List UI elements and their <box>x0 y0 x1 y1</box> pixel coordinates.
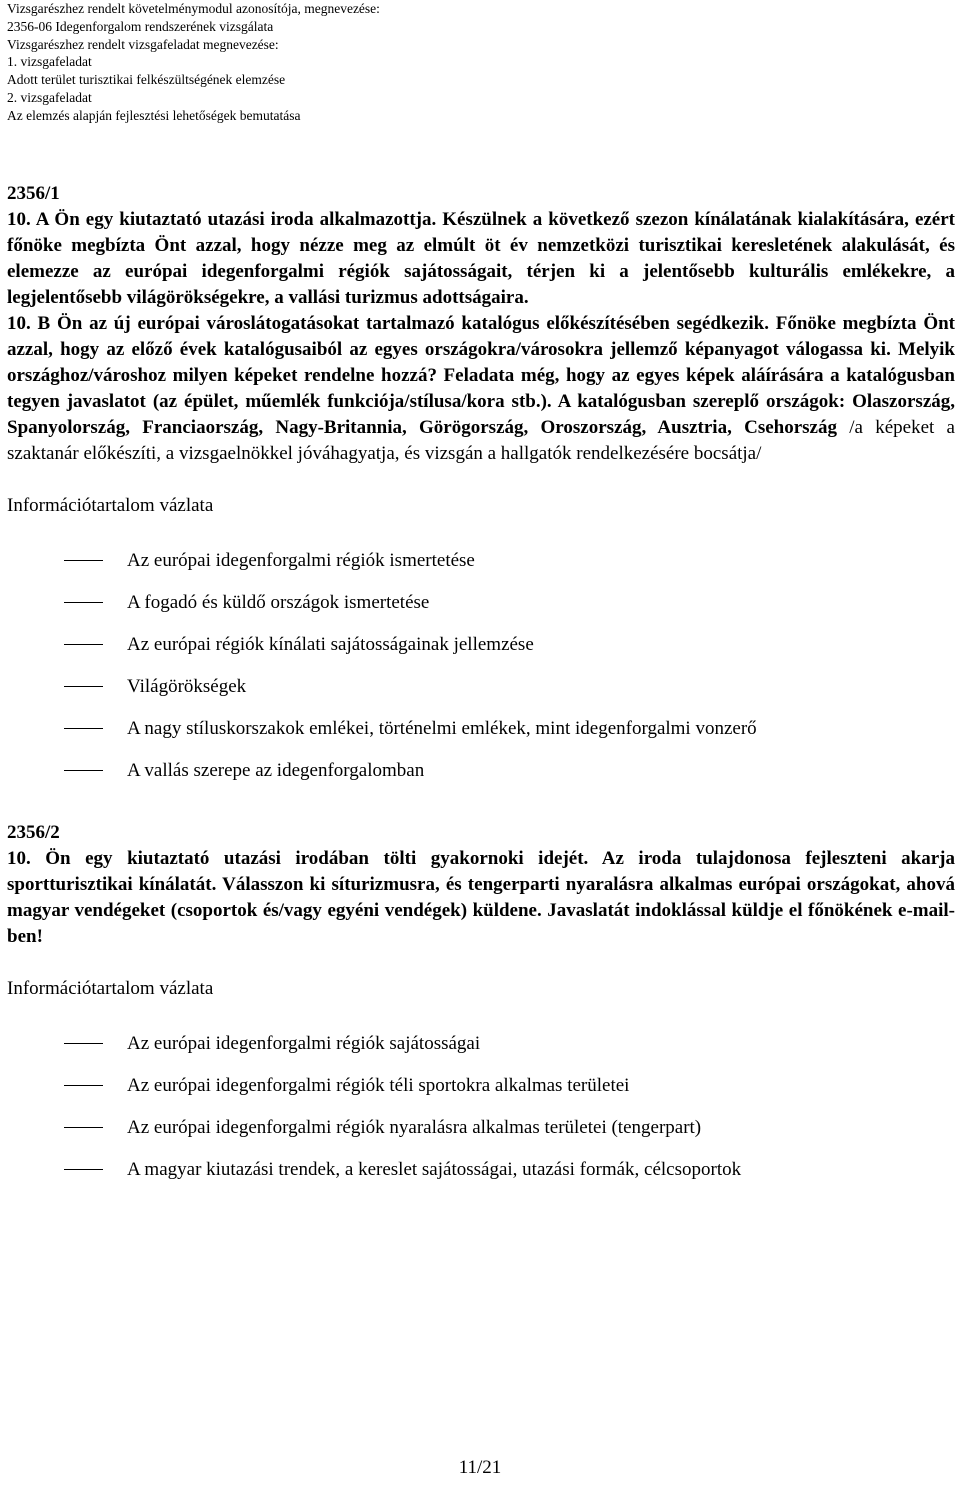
list-item <box>7 632 955 658</box>
dash-bullet-icon <box>64 1085 103 1087</box>
info-title-2: Információtartalom vázlata <box>7 977 214 999</box>
dash-bullet-icon <box>64 1043 103 1045</box>
list-item-label: Az európai idegenforgalmi régiók téli sportokra alkalmas területei <box>127 1074 630 1096</box>
task-description-2 <box>7 846 955 950</box>
outline-list-2 <box>7 1031 955 1183</box>
dash-bullet-icon <box>64 560 103 562</box>
outline-list-1 <box>7 548 955 784</box>
dash-bullet-icon <box>64 602 103 604</box>
task-b-note: /a képeket a szaktanár előkészíti, a vizsgaelnökkel jóváhagyatja, és vizsgán a hallgatók rendelkezésére bocsátja/ <box>7 416 955 464</box>
dash-bullet-icon <box>64 770 103 772</box>
document-header <box>7 0 955 125</box>
list-item-label: Világörökségek <box>127 675 247 697</box>
header-line: Az elemzés alapján fejlesztési lehetőségek bemutatása <box>7 107 301 123</box>
task-b-bold: 10. B Ön az új európai városlátogatásokat tartalmazó katalógus előkészítésében segédkezik. Főnöke megbízta Önt azzal, hogy az előző évek katalógusaiból az egyes országokra/városokra jellemző képanyagot válogassa ki. Melyik országhoz/városhoz milyen képeket rendelne hozzá? Feladata még, hogy az egyes képek aláírására a katalógusban tegyen javaslatot (az épület, műemlék funkciója/stílusa/kora stb.). A katalógusban szereplő országok: Olaszország, Spanyolország, Franciaország, Nagy-Britannia, Görögország, Oroszország, Ausztria, Csehország <box>7 312 955 438</box>
dash-bullet-icon <box>64 644 103 646</box>
list-item-label: Az európai idegenforgalmi régiók nyaralásra alkalmas területei (tengerpart) <box>127 1116 702 1138</box>
list-item-label: A magyar kiutazási trendek, a kereslet sajátosságai, utazási formák, célcsoportok <box>127 1158 742 1180</box>
task-b-text <box>7 311 955 467</box>
list-item <box>7 1031 955 1057</box>
header-line: 1. vizsgafeladat <box>7 54 92 70</box>
list-item <box>7 1073 955 1099</box>
dash-bullet-icon <box>64 728 103 730</box>
task-description-1 <box>7 207 955 467</box>
header-line: 2. vizsgafeladat <box>7 89 92 105</box>
list-item-label: A fogadó és küldő országok ismertetése <box>127 591 430 613</box>
list-item-label: Az európai idegenforgalmi régiók ismertetése <box>127 549 475 571</box>
header-line: Vizsgarészhez rendelt követelménymodul azonosítója, megnevezése: <box>7 1 380 16</box>
section-code-2: 2356/2 <box>7 821 60 843</box>
header-line: Vizsgarészhez rendelt vizsgafeladat megnevezése: <box>7 36 279 52</box>
list-item <box>7 590 955 616</box>
list-item-label: Az európai régiók kínálati sajátosságainak jellemzése <box>127 633 534 655</box>
header-line: Adott terület turisztikai felkészültségének elemzése <box>7 72 286 88</box>
dash-bullet-icon <box>64 1127 103 1129</box>
page-number: 11/21 <box>458 1457 502 1478</box>
list-item-label: A nagy stíluskorszakok emlékei, történelmi emlékek, mint idegenforgalmi vonzerő <box>127 717 757 739</box>
dash-bullet-icon <box>64 686 103 688</box>
section-code-1: 2356/1 <box>7 182 60 204</box>
task-text: 10. Ön egy kiutaztató utazási irodában tölti gyakornoki idejét. Az iroda tulajdonosa fejleszteni akarja sportturisztikai kínálatát. Válasszon ki síturizmusra, és tengerparti nyaralásra alkalmas európai országokat, ahová magyar vendégeket (csoportok és/vagy egyéni vendégek) küldene. Javaslatát indoklással küldje el főnökének e-mail-ben! <box>7 847 955 947</box>
task-a-text: 10. A Ön egy kiutaztató utazási iroda alkalmazottja. Készülnek a következő szezon kínálatának kialakítására, ezért főnöke megbízta Önt azzal, hogy nézze meg az elmúlt öt év nemzetközi turisztikai keresletének alakulását, és elemezze az európai idegenforgalmi régiók sajátosságait, térjen ki a jelentősebb kulturális emlékekre, a legjelentősebb világörökségekre, a vallási turizmus adottságaira. <box>7 208 955 308</box>
dash-bullet-icon <box>64 1169 103 1171</box>
list-item <box>7 1115 955 1141</box>
list-item <box>7 758 955 784</box>
document-page <box>7 0 955 1183</box>
list-item <box>7 674 955 700</box>
list-item-label: A vallás szerepe az idegenforgalomban <box>127 759 425 781</box>
list-item <box>7 716 955 742</box>
list-item-label: Az európai idegenforgalmi régiók sajátosságai <box>127 1032 481 1054</box>
header-line: 2356-06 Idegenforgalom rendszerének vizsgálata <box>7 18 274 34</box>
list-item <box>7 548 955 574</box>
info-title-1: Információtartalom vázlata <box>7 494 214 516</box>
list-item <box>7 1157 955 1183</box>
